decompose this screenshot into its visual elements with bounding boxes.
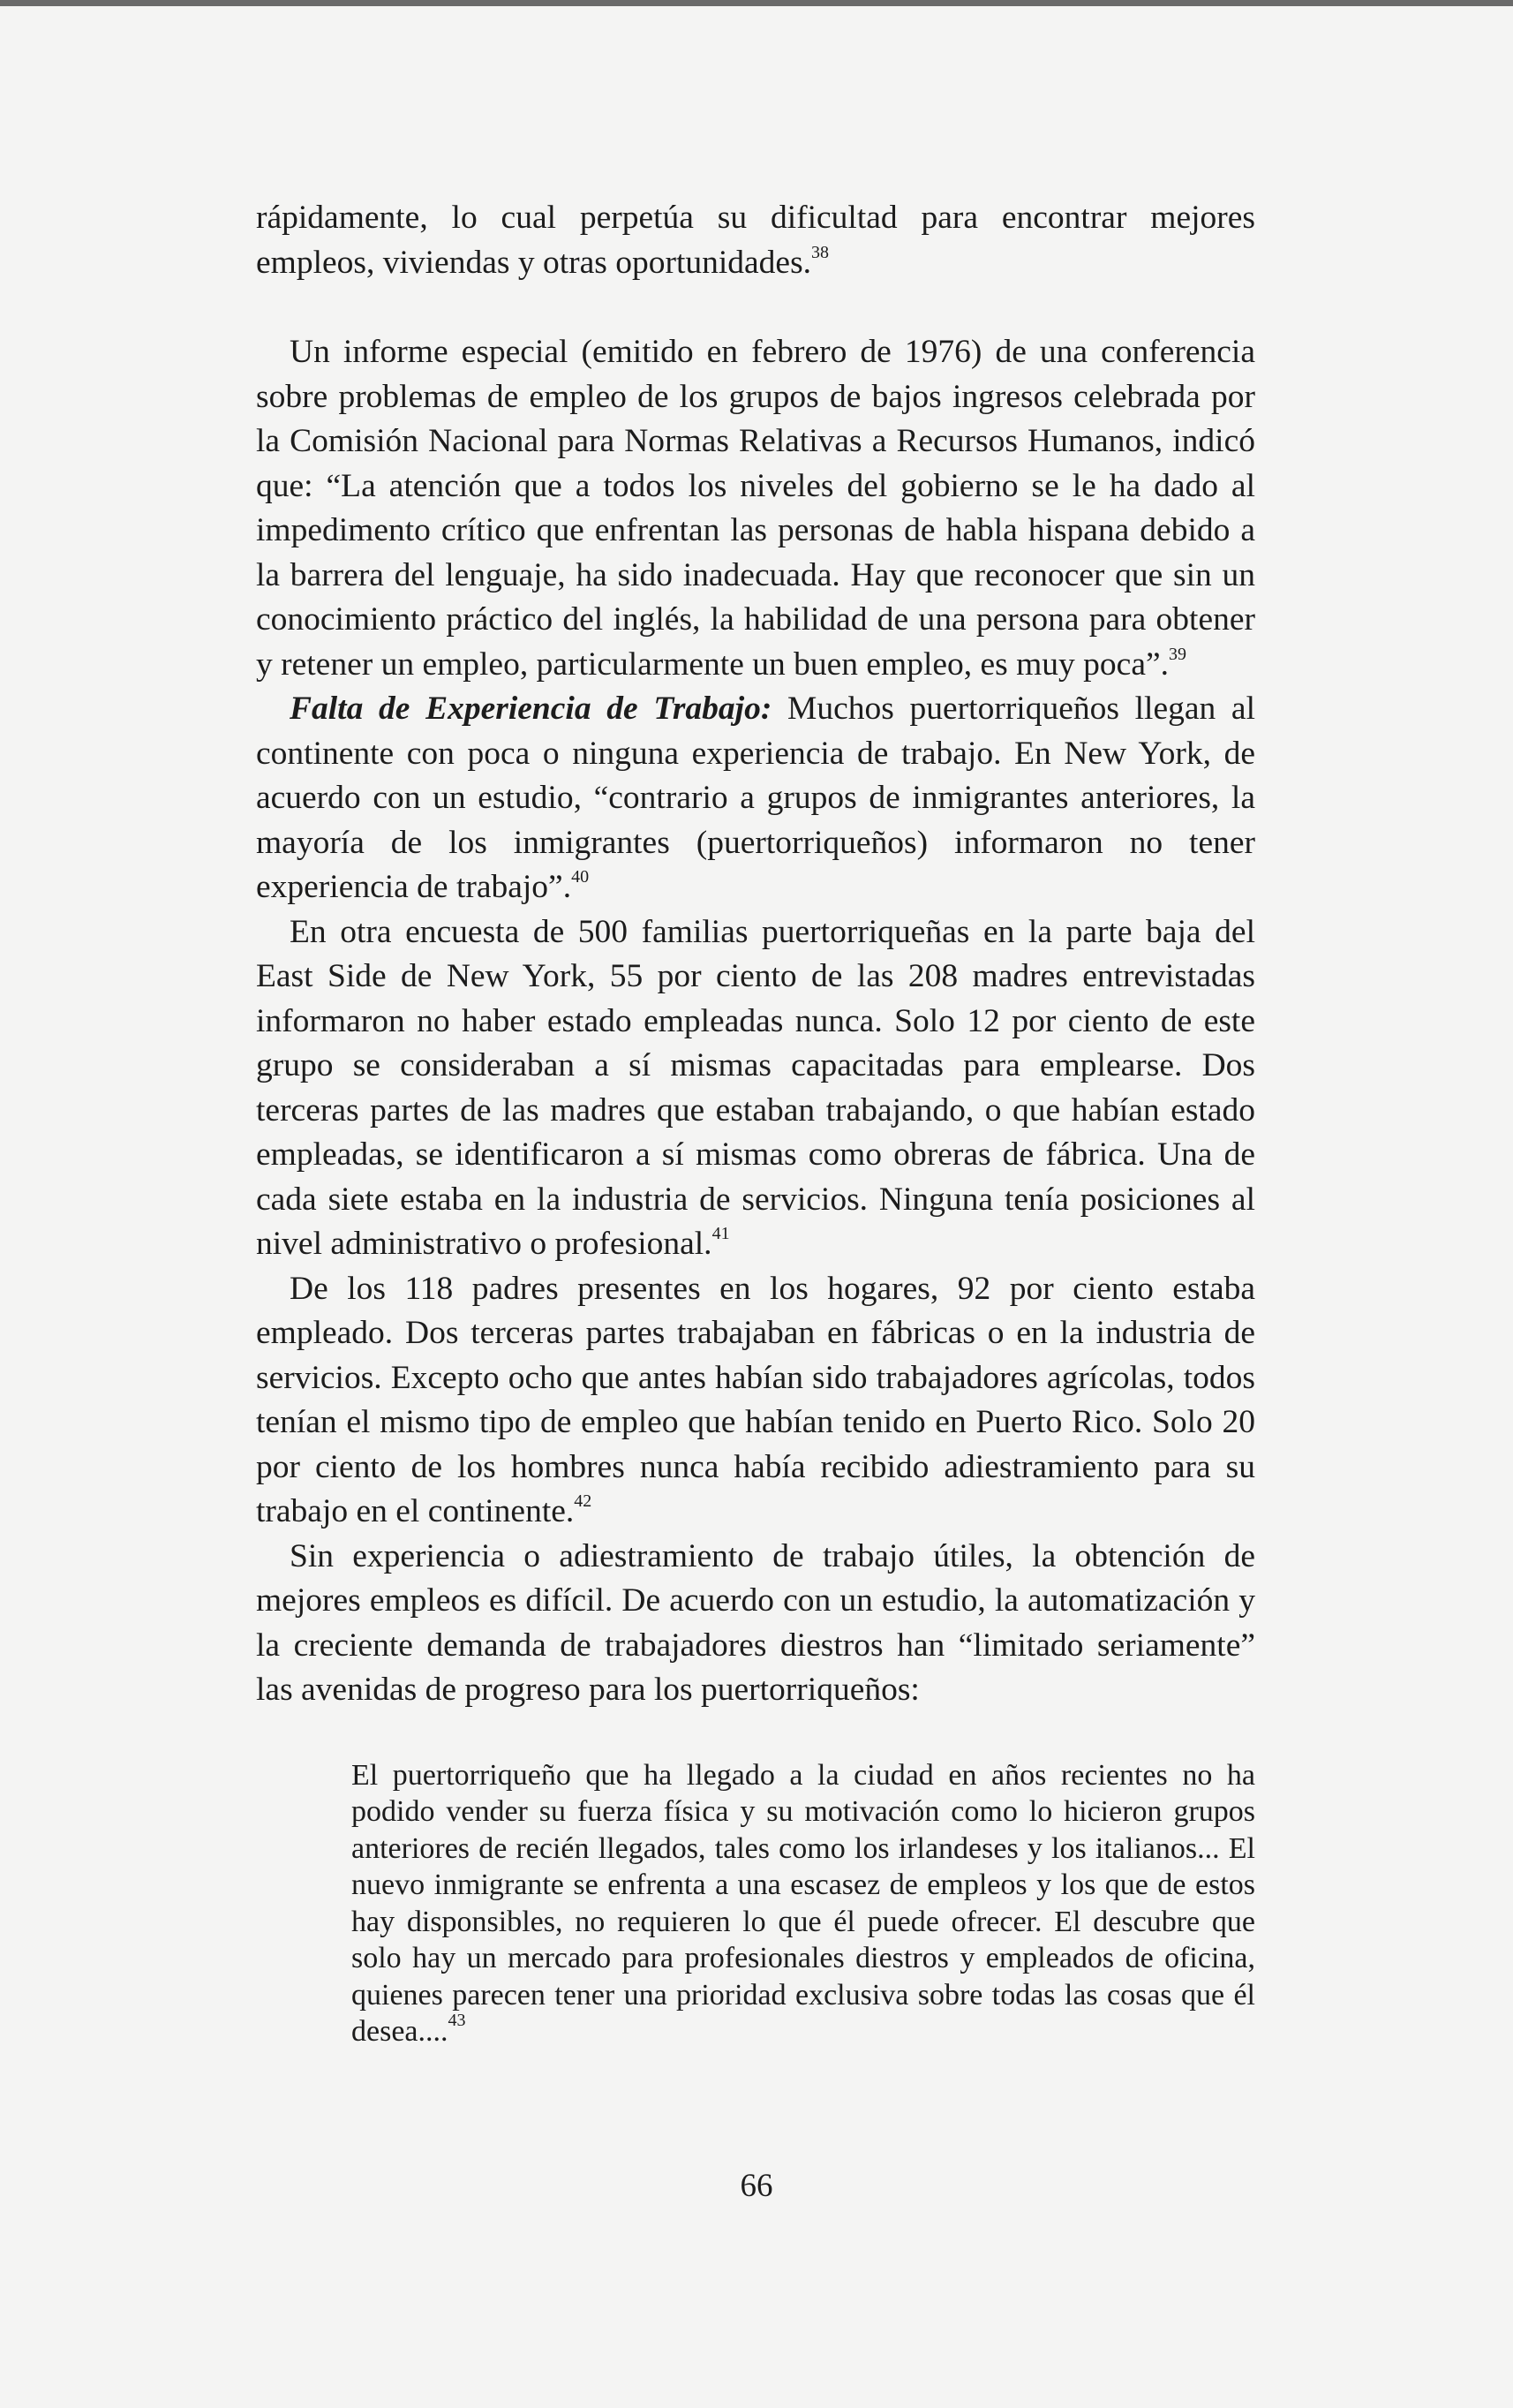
paragraph-5 (256, 1267, 1255, 1535)
footnote-ref-41: 41 (711, 1224, 730, 1243)
paragraph-4 (256, 910, 1255, 1267)
paragraph-2-text: Un informe especial (emitido en febrero de 1976) de una conferencia sobre problemas de empleo de los grupos de bajos ingresos celebrada por la Comisión Nacional para Normas Relativas a Recursos Humanos, indicó que: “La atención que a todos los niveles del gobierno se le ha dado al impedimento crítico que enfrentan las personas de habla hispana debido a la barrera del lenguaje, ha sido inadecuada. Hay que reconocer que sin un conocimiento práctico del inglés, la habilidad de una persona para obtener y retener un empleo, particularmente un buen empleo, es muy poca”. (256, 334, 1255, 683)
paragraph-4-text: En otra encuesta de 500 familias puertorriqueñas en la parte baja del East Side de New York, 55 por ciento de las 208 madres entrevistadas informaron no haber estado empleadas nunca. Solo 12 por ciento de este grupo se consideraban a sí mismas capacitadas para emplearse. Dos terceras partes de las madres que estaban trabajando, o que habían estado empleadas, se identificaron a sí mismas como obreras de fábrica. Una de cada siete estaba en la industria de servicios. Ninguna tenía posiciones al nivel administrativo o profesional. (256, 913, 1255, 1262)
paragraph-1 (256, 196, 1255, 285)
page-body (256, 196, 1255, 2050)
paragraph-6-text: Sin experiencia o adiestramiento de trabajo útiles, la obtención de mejores empleos es difícil. De acuerdo con un estudio, la automatización y la creciente demanda de trabajadores diestros han “limitado seriamente” las avenidas de progreso para los puertorriqueños: (256, 1537, 1255, 1708)
footnote-ref-40: 40 (571, 867, 590, 887)
footnote-ref-43: 43 (448, 2011, 466, 2030)
footnote-ref-39: 39 (1168, 644, 1186, 664)
scan-top-border (0, 0, 1513, 6)
footnote-ref-38: 38 (811, 242, 830, 262)
page-number: 66 (740, 2168, 773, 2204)
paragraph-1-text: rápidamente, lo cual perpetúa su dificultad para encontrar mejores empleos, viviendas y otras oportunidades. (256, 200, 1255, 281)
paragraph-5-text: De los 118 padres presentes en los hogares, 92 por ciento estaba empleado. Dos terceras partes trabajaban en fábricas o en la industria de servicios. Excepto ocho que antes habían sido trabajadores agrícolas, todos tenían el mismo tipo de empleo que habían tenido en Puerto Rico. Solo 20 por ciento de los hombres nunca había recibido adiestramiento para su trabajo en el continente. (256, 1270, 1255, 1529)
block-quote-text: El puertorriqueño que ha llegado a la ciudad en años recientes no ha podido vender su fuerza física y su motivación como lo hicieron grupos anteriores de recién llegados, tales como los irlandeses y los italianos... El nuevo inmigrante se enfrenta a una escasez de empleos y los que de estos hay disponsibles, no requieren lo que él puede ofrecer. El descubre que solo hay un mercado para profesionales diestros y empleados de oficina, quienes parecen tener una prioridad exclusiva sobre todas las cosas que él desea.... (351, 1758, 1255, 2048)
footnote-ref-42: 42 (574, 1491, 592, 1511)
block-quote (351, 1757, 1255, 2050)
section-run-in-heading: Falta de Experiencia de Trabajo: (290, 691, 772, 727)
paragraph-2 (256, 330, 1255, 687)
paragraph-3 (256, 687, 1255, 910)
paragraph-6 (256, 1535, 1255, 1713)
paragraph-3-text: Muchos puertorriqueños llegan al continente con poca o ninguna experiencia de trabajo. En New York, de acuerdo con un estudio, “contrario a grupos de inmigrantes anteriores, la mayoría de los inmigrantes (puertorriqueños) informaron no tener experiencia de trabajo”. (256, 691, 1255, 905)
